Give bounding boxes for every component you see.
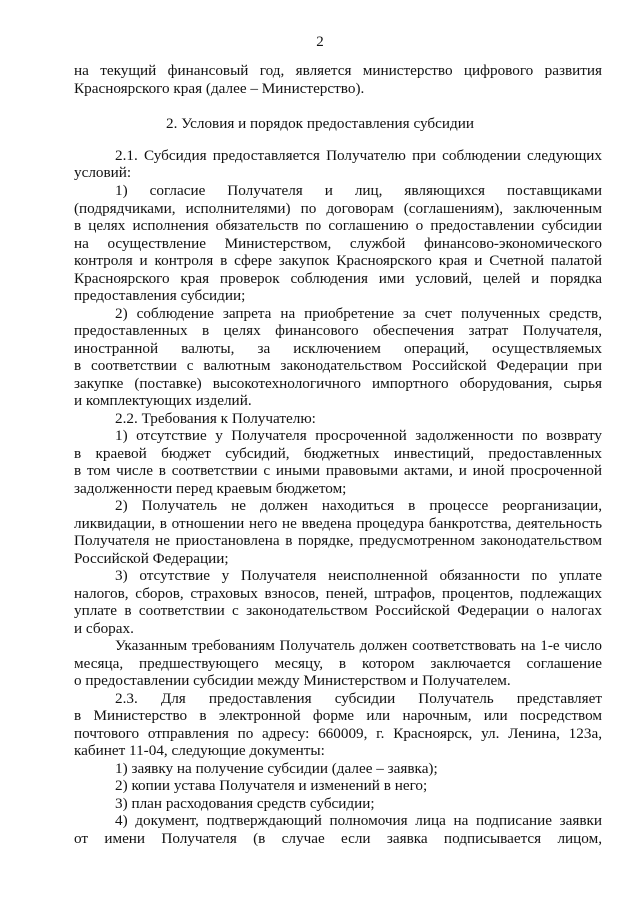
text-line: Получателя не приостановлена в порядке, предусмотренном законодательством (74, 532, 602, 549)
text-line: в целях исполнения обязательств по соглашению о предоставлении субсидии (74, 217, 602, 234)
text-line: от имени Получателя (в случае если заявка подписывается лицом, (74, 830, 602, 847)
text-line: 2) копии устава Получателя и изменений в него; (115, 777, 428, 794)
text-line: на осуществление Министерством, службой финансово-экономического (74, 235, 602, 252)
text-line: предоставленных в целях финансового обеспечения затрат Получателя, (74, 322, 602, 339)
text-line: в соответствии с валютным законодательством Российской Федерации при (74, 357, 602, 374)
text-line: Указанным требованиям Получатель должен соответствовать на 1-е число (115, 637, 602, 654)
text-line: условий: (74, 164, 132, 181)
text-line: 4) документ, подтверждающий полномочия лица на подписание заявки (115, 812, 602, 829)
text-line: 2.3. Для предоставления субсидии Получатель представляет (115, 690, 602, 707)
page-number: 2 (316, 34, 324, 50)
text-line: 3) отсутствие у Получателя неисполненной обязанности по уплате (115, 567, 602, 584)
text-line: 1) отсутствие у Получателя просроченной задолженности по возврату (115, 427, 602, 444)
text-line: контроля и контроля в сфере закупок Красноярского края и Счетной палатой (74, 252, 602, 269)
text-line: Российской Федерации; (74, 550, 229, 567)
text-line: месяца, предшествующего месяцу, в котором заключается соглашение (74, 655, 602, 672)
text-line: 2.1. Субсидия предоставляется Получателю при соблюдении следующих (115, 147, 602, 164)
text-line: Красноярского края проверок соблюдения ими условий, целей и порядка (74, 270, 602, 287)
text-line: и комплектующих изделий. (74, 392, 252, 409)
text-line: почтового отправления по адресу: 660009, г. Красноярск, ул. Ленина, 123а, (74, 725, 602, 742)
text-line: 2.2. Требования к Получателю: (115, 410, 316, 427)
text-line: закупке (поставке) высокотехнологичного импортного оборудования, сырья (74, 375, 602, 392)
text-line: 1) заявку на получение субсидии (далее – заявка); (115, 760, 438, 777)
text-line: 3) план расходования средств субсидии; (115, 795, 375, 812)
text-line: предоставления субсидии; (74, 287, 246, 304)
text-line: ликвидации, в отношении него не введена процедура банкротства, деятельность (74, 515, 602, 532)
text-line: задолженности перед краевым бюджетом; (74, 480, 347, 497)
text-line: 1) согласие Получателя и лиц, являющихся поставщиками (115, 182, 602, 199)
text-line: в том числе в соответствии с иными правовыми актами, и иной просроченной (74, 462, 602, 479)
text-line: налогов, сборов, страховых взносов, пеней, штрафов, процентов, подлежащих (74, 585, 602, 602)
section-heading: 2. Условия и порядок предоставления субсидии (166, 115, 474, 132)
text-line: Красноярского края (далее – Министерство). (74, 80, 365, 97)
text-line: в краевой бюджет субсидий, бюджетных инвестиций, предоставленных (74, 445, 602, 462)
text-line: в Министерство в электронной форме или нарочным, или посредством (74, 707, 602, 724)
text-line: 2) Получатель не должен находиться в процессе реорганизации, (115, 497, 602, 514)
text-line: о предоставлении субсидии между Министерством и Получателем. (74, 672, 511, 689)
text-line: 2) соблюдение запрета на приобретение за счет полученных средств, (115, 305, 602, 322)
text-line: на текущий финансовый год, является министерство цифрового развития (74, 62, 602, 79)
text-line: кабинет 11-04, следующие документы: (74, 742, 325, 759)
text-line: уплате в соответствии с законодательством Российской Федерации о налогах (74, 602, 602, 619)
text-line: (подрядчиками, исполнителями) по договорам (соглашениям), заключенным (74, 200, 602, 217)
text-line: и сборах. (74, 620, 134, 637)
text-line: иностранной валюты, за исключением операций, осуществляемых (74, 340, 602, 357)
